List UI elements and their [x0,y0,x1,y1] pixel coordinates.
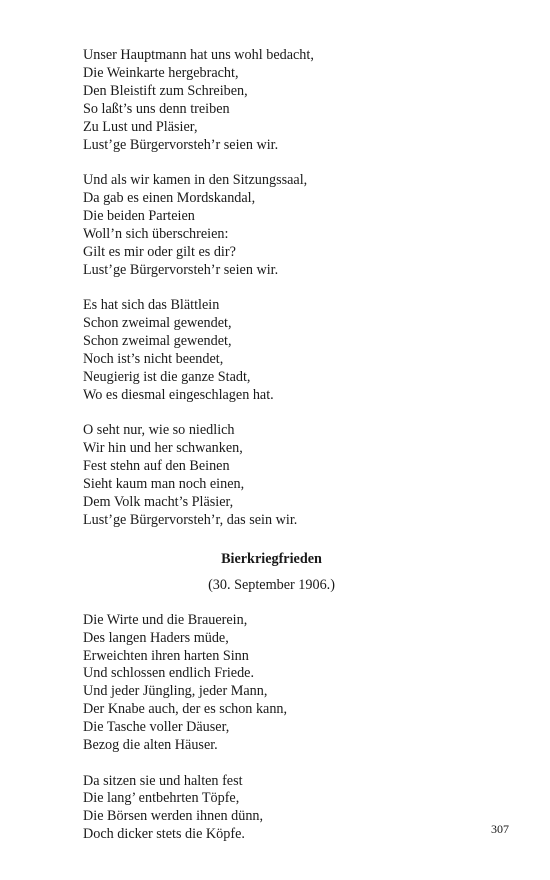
poem2-stanza-1 [83,612,503,755]
verse-line: Die beiden Parteien [83,208,195,225]
verse-line: Noch ist’s nicht beendet, [83,351,224,368]
page-content [83,47,503,844]
verse-line: Die Wirte und die Brauerein, [83,611,248,628]
verse-line: Lust’ge Bürgervorsteh’r, das sein wir. [83,511,298,528]
verse-line: Des langen Haders müde, [83,629,229,646]
poem-title: Bierkriegfrieden [221,550,322,567]
verse-line: Erweichten ihren harten Sinn [83,647,249,664]
verse-line: Doch dicker stets die Köpfe. [83,826,245,843]
verse-line: Lust’ge Bürgervorsteh’r seien wir. [83,261,279,278]
verse-line: Die Tasche voller Däuser, [83,719,230,736]
verse-line: Lust’ge Bürgervorsteh’r seien wir. [83,136,279,153]
verse-line: Und jeder Jüngling, jeder Mann, [83,683,268,700]
verse-line: Schon zweimal gewendet, [83,315,232,332]
verse-line: Da sitzen sie und halten fest [83,772,243,789]
page-number: 307 [491,822,509,836]
poem2-stanza-2 [83,773,503,845]
verse-line: Es hat sich das Blättlein [83,297,220,314]
verse-line: Schon zweimal gewendet, [83,333,232,350]
verse-line: Woll’n sich überschreien: [83,226,229,243]
poem-date: (30. September 1906.) [208,576,335,593]
verse-line: Der Knabe auch, der es schon kann, [83,701,288,718]
verse-line: Und schlossen endlich Friede. [83,665,255,682]
poem1-stanza-1 [83,47,503,154]
verse-line: Dem Volk macht’s Pläsier, [83,493,234,510]
verse-line: Zu Lust und Pläsier, [83,118,198,135]
verse-line: Die Börsen werden ihnen dünn, [83,808,264,825]
poem1-stanza-4 [83,422,503,529]
verse-line: So laßt’s uns denn treiben [83,100,230,117]
verse-line: Wo es diesmal eingeschlagen hat. [83,386,274,403]
poem1-stanza-2 [83,172,503,279]
verse-line: Und als wir kamen in den Sitzungssaal, [83,172,308,189]
verse-line: Die Weinkarte hergebracht, [83,64,239,81]
verse-line: Den Bleistift zum Schreiben, [83,82,248,99]
verse-line: Wir hin und her schwanken, [83,440,243,457]
verse-line: Bezog die alten Häuser. [83,737,218,754]
verse-line: Die lang’ entbehrten Töpfe, [83,790,240,807]
verse-line: Neugierig ist die ganze Stadt, [83,369,251,385]
verse-line: O seht nur, wie so niedlich [83,422,235,439]
verse-line: Da gab es einen Mordskandal, [83,190,256,207]
verse-line: Unser Hauptmann hat uns wohl bedacht, [83,47,314,63]
verse-line: Gilt es mir oder gilt es dir? [83,244,236,261]
verse-line: Fest stehn auf den Beinen [83,458,230,475]
verse-line: Sieht kaum man noch einen, [83,476,245,493]
poem1-stanza-3 [83,297,503,404]
